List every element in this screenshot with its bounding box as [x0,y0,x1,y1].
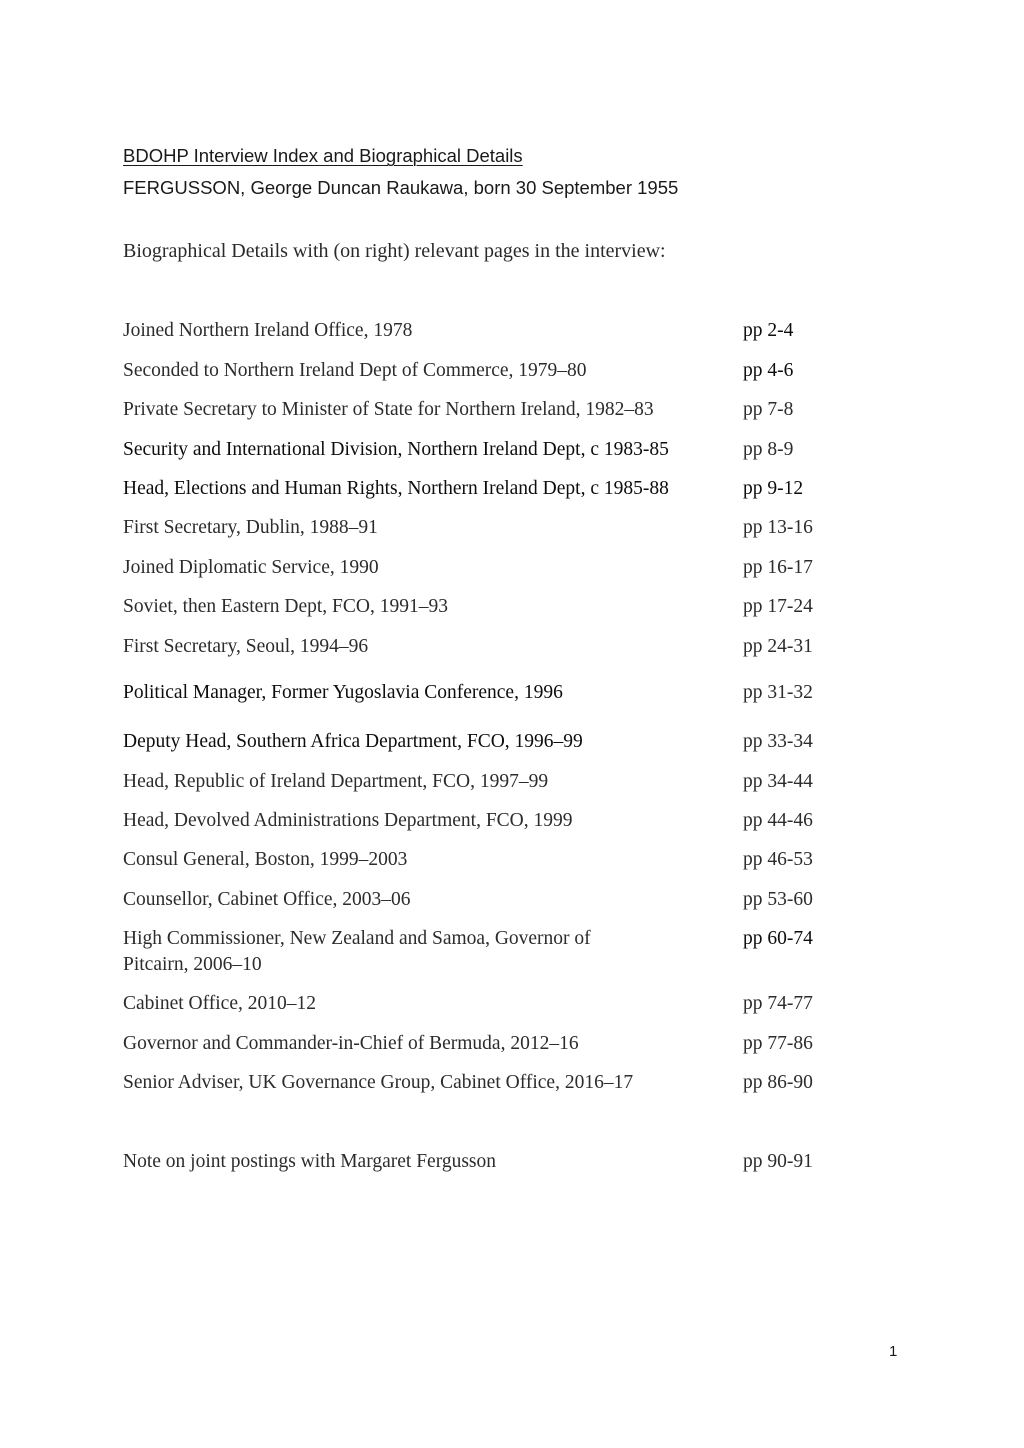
entry-pages: pp 16-17 [743,557,813,578]
entry-label: Soviet, then Eastern Dept, FCO, 1991–93 [123,596,448,617]
entry-pages: pp 7-8 [743,399,794,420]
entry-label: First Secretary, Dublin, 1988–91 [123,517,378,538]
entry-label: High Commissioner, New Zealand and Samoa, Governor of Pitcairn, 2006–10 [123,928,591,975]
entry-pages: pp 17-24 [743,596,813,617]
entry-label: Senior Adviser, UK Governance Group, Cabinet Office, 2016–17 [123,1072,634,1093]
entry-pages: pp 44-46 [743,810,813,831]
page-number: 1 [889,1343,898,1360]
entry-label: Head, Elections and Human Rights, Northern Ireland Dept, c 1985-88 [123,478,669,499]
entry-label: Counsellor, Cabinet Office, 2003–06 [123,889,411,910]
entry-pages: pp 9-12 [743,478,804,499]
entry-label: Deputy Head, Southern Africa Department, FCO, 1996–99 [123,731,583,752]
entry-label: Head, Devolved Administrations Department, FCO, 1999 [123,810,573,831]
entry-pages: pp 13-16 [743,517,813,538]
entry-pages: pp 53-60 [743,889,813,910]
entry-label: Joined Diplomatic Service, 1990 [123,557,379,578]
entry-label: Head, Republic of Ireland Department, FCO, 1997–99 [123,771,549,792]
entry-pages: pp 90-91 [743,1151,813,1172]
entry-label: Note on joint postings with Margaret Fergusson [123,1151,497,1172]
entry-label: Political Manager, Former Yugoslavia Conference, 1996 [123,682,563,703]
entry-pages: pp 74-77 [743,993,813,1014]
entry-label: First Secretary, Seoul, 1994–96 [123,636,369,657]
entry-label: Cabinet Office, 2010–12 [123,993,316,1014]
entry-pages: pp 24-31 [743,636,813,657]
entry-pages: pp 4-6 [743,360,794,381]
entry-label: Security and International Division, Northern Ireland Dept, c 1983-85 [123,439,669,460]
entry-pages: pp 31-32 [743,682,813,703]
entry-label: Joined Northern Ireland Office, 1978 [123,320,413,341]
entry-pages: pp 46-53 [743,849,813,870]
entry-pages: pp 2-4 [743,320,794,341]
intro-text: Biographical Details with (on right) relevant pages in the interview: [123,240,666,262]
entry-pages: pp 86-90 [743,1072,813,1093]
entry-label: Governor and Commander-in-Chief of Bermuda, 2012–16 [123,1033,579,1054]
entry-pages: pp 60-74 [743,928,813,949]
document-title: BDOHP Interview Index and Biographical Details [123,145,523,166]
entry-label: Private Secretary to Minister of State for Northern Ireland, 1982–83 [123,399,654,420]
entry-pages: pp 34-44 [743,771,813,792]
entry-pages: pp 77-86 [743,1033,813,1054]
entry-label: Consul General, Boston, 1999–2003 [123,849,408,870]
entry-pages: pp 33-34 [743,731,813,752]
entry-label: Seconded to Northern Ireland Dept of Commerce, 1979–80 [123,360,587,381]
document-subject: FERGUSSON, George Duncan Raukawa, born 30 September 1955 [123,177,679,198]
entry-pages: pp 8-9 [743,439,794,460]
